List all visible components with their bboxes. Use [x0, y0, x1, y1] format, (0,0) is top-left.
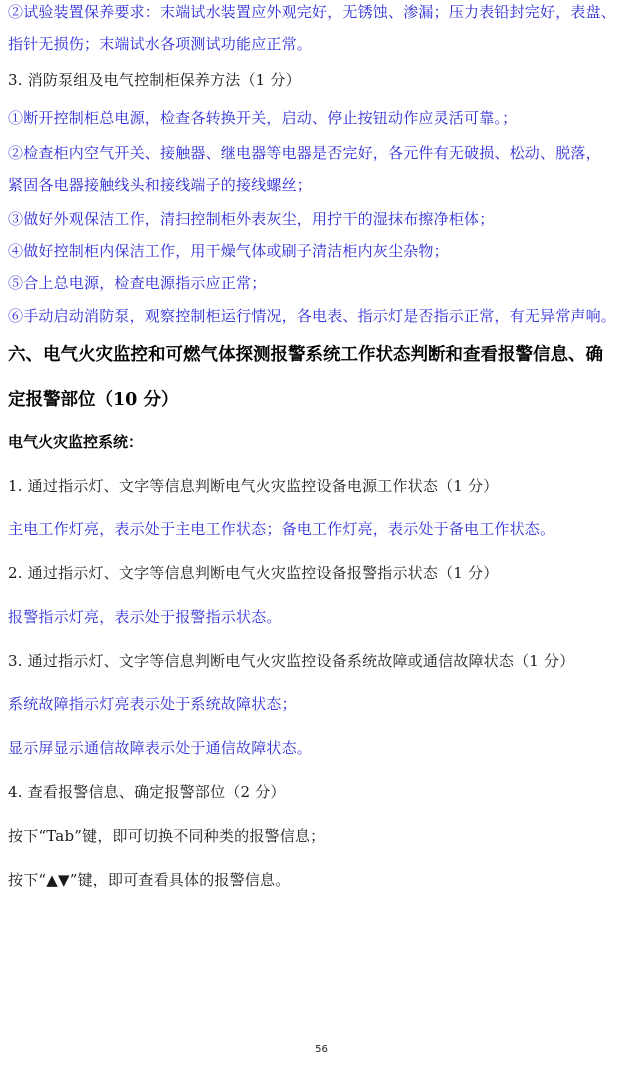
s3-item-3: ③做好外观保洁工作，清扫控制柜外表灰尘，用拧干的湿抹布擦净柜体； — [8, 210, 495, 228]
section-6-heading: 六、电气火灾监控和可燃气体探测报警系统工作状态判断和查看报警信息、确 — [8, 345, 603, 365]
answer-3b: 显示屏显示通信故障表示处于通信故障状态。 — [8, 739, 313, 757]
question-1: 1. 通过指示灯、文字等信息判断电气火灾监控设备电源工作状态（1 分） — [8, 477, 499, 495]
s3-item-6: ⑥手动启动消防泵，观察控制柜运行情况，各电表、指示灯是否指示正常，有无异常声响。 — [8, 307, 617, 325]
subsection-title: 电气火灾监控系统： — [8, 433, 144, 451]
answer-4a: 按下“Tab”键，即可切换不同种类的报警信息； — [8, 827, 326, 845]
answer-1: 主电工作灯亮，表示处于主电工作状态；备电工作灯亮，表示处于备电工作状态。 — [8, 520, 556, 538]
s3-item-5: ⑤合上总电源，检查电源指示应正常； — [8, 274, 267, 292]
s3-item-2: ②检查柜内空气开关、接触器、继电器等电器是否完好，各元件有无破损、松动、脱落， — [8, 144, 601, 162]
paragraph-test-device-maintenance: ②试验装置保养要求：末端试水装置应外观完好，无锈蚀、渗漏；压力表铅封完好，表盘、 — [8, 3, 617, 21]
section-3-title: 3. 消防泵组及电气控制柜保养方法（1 分） — [8, 71, 301, 89]
question-3: 3. 通过指示灯、文字等信息判断电气火灾监控设备系统故障或通信故障状态（1 分） — [8, 652, 575, 670]
answer-2: 报警指示灯亮，表示处于报警指示状态。 — [8, 608, 282, 626]
answer-4b: 按下“▲▼”键，即可查看具体的报警信息。 — [8, 871, 291, 889]
s3-item-4: ④做好控制柜内保洁工作，用干燥气体或刷子清洁柜内灰尘杂物； — [8, 242, 449, 260]
section-6-heading-cont: 定报警部位（10 分） — [8, 390, 179, 410]
paragraph-test-device-maintenance-cont: 指针无损伤；末端试水各项测试功能应正常。 — [8, 35, 313, 53]
s3-item-1: ①断开控制柜总电源，检查各转换开关，启动、停止按钮动作应灵活可靠。； — [8, 109, 518, 127]
question-4: 4. 查看报警信息、确定报警部位（2 分） — [8, 783, 286, 801]
page-number: 56 — [315, 1044, 328, 1055]
s3-item-2-cont: 紧固各电器接触线头和接线端子的接线螺丝； — [8, 176, 313, 194]
question-2: 2. 通过指示灯、文字等信息判断电气火灾监控设备报警指示状态（1 分） — [8, 564, 499, 582]
answer-3a: 系统故障指示灯亮表示处于系统故障状态； — [8, 695, 297, 713]
